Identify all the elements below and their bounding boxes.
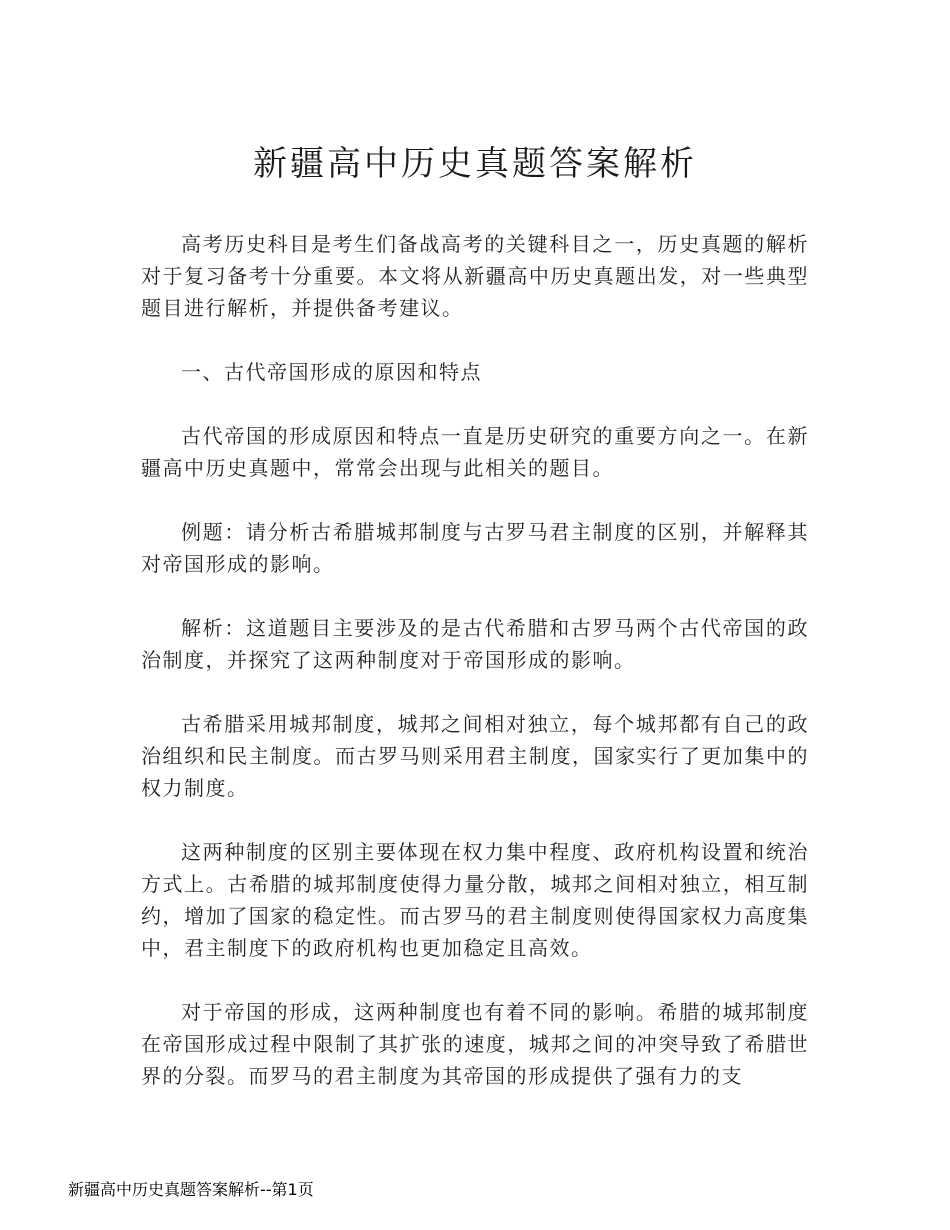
page-footer: 新疆高中历史真题答案解析--第1页 [68,1180,314,1199]
paragraph-intro: 高考历史科目是考生们备战高考的关键科目之一，历史真题的解析对于复习备考十分重要。本文将从新疆高中历史真题出发，对一些典型题目进行解析，并提供备考建议。 [141,232,809,320]
paragraph: 古代帝国的形成原因和特点一直是历史研究的重要方向之一。在新疆高中历史真题中，常常会出现与此相关的题目。 [141,424,809,480]
paragraph: 这两种制度的区别主要体现在权力集中程度、政府机构设置和统治方式上。古希腊的城邦制度使得力量分散，城邦之间相对独立，相互制约，增加了国家的稳定性。而古罗马的君主制度则使得国家权力高度集中，君主制度下的政府机构也更加稳定且高效。 [141,840,809,960]
document-body [141,228,809,1124]
paragraph: 对于帝国的形成，这两种制度也有着不同的影响。希腊的城邦制度在帝国形成过程中限制了其扩张的速度，城邦之间的冲突导致了希腊世界的分裂。而罗马的君主制度为其帝国的形成提供了强有力的支 [141,1000,809,1088]
paragraph-example-question: 例题：请分析古希腊城邦制度与古罗马君主制度的区别，并解释其对帝国形成的影响。 [141,520,809,576]
page-title: 新疆高中历史真题答案解析 [253,144,697,184]
paragraph-analysis: 解析：这道题目主要涉及的是古代希腊和古罗马两个古代帝国的政治制度，并探究了这两种制度对于帝国形成的影响。 [141,616,809,672]
section-heading: 一、古代帝国形成的原因和特点 [181,360,482,384]
paragraph: 古希腊采用城邦制度，城邦之间相对独立，每个城邦都有自己的政治组织和民主制度。而古罗马则采用君主制度，国家实行了更加集中的权力制度。 [141,712,809,800]
